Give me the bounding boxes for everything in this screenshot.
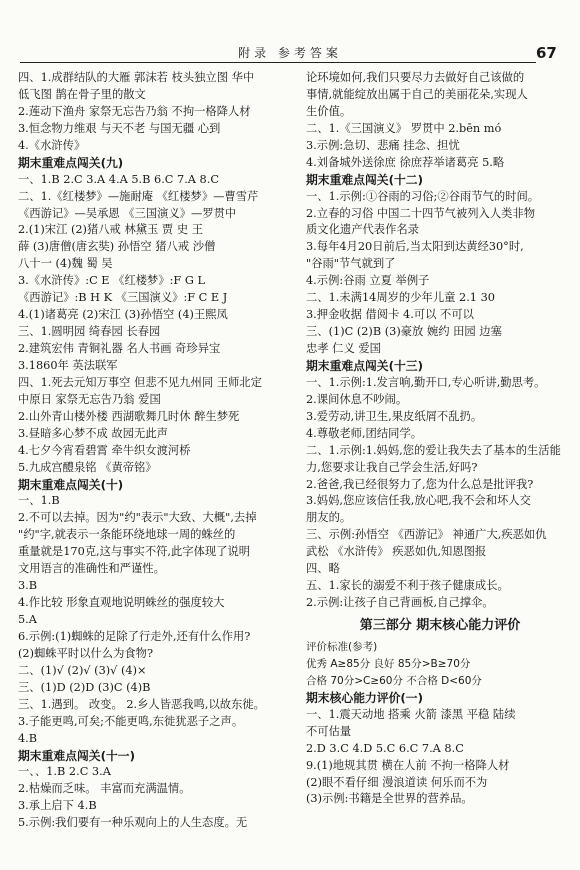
answer-line: 朋友的。: [306, 511, 352, 525]
answer-line: 3.恒念物力维艰 与天不老 与国无疆 心到: [18, 121, 221, 135]
answer-line: 《西游记》:B H K 《三国演义》:F C E J: [18, 291, 228, 305]
answer-line: 武松 《水浒传》 疾恶如仇,知恩图报: [306, 545, 487, 559]
page-header: [0, 0, 580, 70]
answer-line: "约"字,就表示一条能环绕地球一周的蛛丝的: [18, 528, 236, 542]
answer-line: 2.爸爸,我已经很努力了,您为什么总是批评我?: [306, 477, 534, 491]
answer-line: 3.B: [18, 579, 38, 593]
answer-line: 质文化遗产代表作名录: [306, 223, 419, 237]
answer-line: 力,您要求让我自己学会生活,好吗?: [306, 460, 478, 474]
answer-line: 一、1.震天动地 搭乘 火箭 漆黑 平稳 陆续: [306, 707, 516, 721]
answer-line: 4.示例:谷雨 立夏 举例子: [306, 274, 430, 288]
answer-line: 9.(1)地规其贯 横在人前 不拘一格降人材: [306, 758, 510, 772]
page-number: 67: [536, 44, 557, 62]
answer-line: (2)蜘蛛平时以什么为食物?: [18, 646, 154, 660]
answer-line: 2.示例:让孩子自己背画板,自己撑伞。: [306, 596, 494, 610]
answer-line: 5.九成宫醴泉铭 《黄帝铭》: [18, 460, 157, 474]
answer-line: 2.不可以去掉。因为"约"表示"大致、大概",去掉: [18, 511, 257, 525]
answer-line: 2.课间休息不吵闹。: [306, 392, 408, 406]
answer-line: 重量就是170克,这与事实不符,此字体现了说明: [18, 545, 251, 559]
answer-line: 薛 (3)唐僧(唐玄奘) 孙悟空 猪八戒 沙僧: [18, 240, 216, 254]
answer-line: (2)眼不看仔细 漫浪道读 何乐而不为: [306, 775, 488, 789]
answer-line: 忠孝 仁义 爱国: [306, 342, 381, 355]
answer-line: 事情,就能绽放出属于自己的美丽花朵,实现人: [306, 87, 528, 101]
answer-line: 3.爱劳动,讲卫生,果皮纸屑不乱扔。: [306, 409, 483, 423]
section-heading: 期末重难点闯关(十): [18, 477, 124, 492]
answer-line: 2.莲动下渔舟 家祭无忘告乃翁 不拘一格降人材: [18, 104, 251, 118]
answer-line: 八十一 (4)魏 蜀 吴: [18, 257, 113, 271]
answer-line: 三、示例:孙悟空 《西游记》 神通广大,疾恶如仇: [306, 528, 547, 542]
answer-line: 四、略: [306, 562, 340, 576]
left-answer-column: [18, 70, 286, 832]
answer-line: 论环境如何,我们只要尽力去做好自己该做的: [306, 71, 525, 84]
answer-line: 4.刘备城外送徐庶 徐庶荐举诸葛亮 5.略: [306, 155, 505, 169]
answer-line: 一、1.示例:1.发言响,勤开口,专心听讲,勤思考。: [306, 375, 546, 389]
answer-line: 2.(1)宋江 (2)猪八戒 林黛玉 贾 史 王: [18, 223, 204, 237]
answer-line: 5.A: [18, 613, 37, 626]
answer-line: 不可估量: [306, 724, 352, 738]
answer-line: 3.妈妈,您应该信任我,放心吧,我不会和坏人交: [306, 494, 531, 508]
answer-line: 二、1.《三国演义》 罗贯中 2.bēn mó: [306, 121, 502, 135]
answer-line: 2.枯燥而乏味。 丰富而充满温情。: [18, 782, 191, 796]
answer-line: (3)示例:书籍是全世界的营养品。: [306, 792, 473, 806]
answer-line: 二、1.《红楼梦》—施耐庵 《红楼梦》—曹雪芹: [18, 189, 259, 203]
answer-line: 三、1.圆明园 绮春园 长春园: [18, 325, 161, 339]
answer-line: 5.示例:我们要有一种乐观向上的人生态度。无: [18, 816, 248, 830]
answer-line: 4.七夕今宵看碧霄 牵牛织女渡河桥: [18, 443, 191, 457]
right-answer-column: [306, 70, 574, 808]
answer-line: 二、(1)√ (2)√ (3)√ (4)×: [18, 663, 147, 677]
answer-line: 3.昼暗多心梦不成 故园无此声: [18, 426, 168, 440]
answer-line: 一、1.B 2.C 3.A 4.A 5.B 6.C 7.A 8.C: [18, 172, 219, 186]
section-heading: 期末重难点闯关(十三): [306, 358, 423, 373]
answer-line: 3.《水浒传》:C E 《红楼梦》:F G L: [18, 274, 205, 288]
answer-line: 3.1860年 英法联军: [18, 358, 118, 372]
answer-line: 生价值。: [306, 104, 352, 118]
answer-line: 三、1.遇到。 改变。 2.乡人皆恶我鸣,以故东徙。: [18, 697, 265, 711]
section-heading: 期末重难点闯关(九): [18, 155, 124, 170]
grading-criteria-line: 优秀 A≥85分 良好 85分>B≥70分: [306, 657, 471, 670]
answer-line: 3.每年4月20日前后,当太阳到达黄经30°时,: [306, 240, 524, 254]
answer-line: 2.建筑宏伟 青铜礼器 名人书画 奇珍异宝: [18, 342, 221, 355]
answer-line: 二、1.未满14周岁的少年儿童 2.1 30: [306, 291, 495, 305]
answer-line: 3.承上启下 4.B: [18, 799, 97, 813]
answer-line: 文用语言的准确性和严谨性。: [18, 562, 165, 576]
running-title: 附录 参考答案: [238, 46, 342, 60]
answer-line: 五、1.家长的溺爱不利于孩子健康成长。: [306, 579, 509, 593]
answer-line: 三、(1)D (2)D (3)C (4)B: [18, 680, 151, 694]
section-heading: 期末核心能力评价(一): [306, 690, 423, 705]
answer-line: 4.B: [18, 731, 38, 745]
answer-line: 3.子能更鸣,可矣;不能更鸣,东徙犹恶子之声。: [18, 714, 244, 728]
part-heading: 第三部分 期末核心能力评价: [359, 618, 521, 633]
grading-criteria-line: 合格 70分>C≥60分 不合格 D<60分: [306, 674, 482, 687]
answer-line: 二、1.示例:1.妈妈,您的爱让我失去了基本的生活能: [306, 443, 561, 457]
answer-line: 3.示例:急切、悲痛 挂念、担忧: [306, 138, 460, 152]
answer-line: 4.(1)诸葛亮 (2)宋江 (3)孙悟空 (4)王熙凤: [18, 308, 228, 322]
answer-line: 四、1.死去元知万事空 但悲不见九州同 王师北定: [18, 375, 262, 389]
grading-criteria-line: 评价标准(参考): [306, 641, 378, 653]
answer-line: 一、、1.B 2.C 3.A: [18, 765, 111, 779]
answer-line: 一、1.B: [18, 494, 60, 508]
answer-line: 2.山外青山楼外楼 西湖歌舞几时休 醉生梦死: [18, 409, 240, 423]
answer-line: 4.作比较 形象直观地说明蛛丝的强度较大: [18, 596, 225, 610]
answer-line: 2.立春的习俗 中国二十四节气被列入人类非物: [306, 206, 536, 220]
answer-line: 四、1.成群结队的大雁 郭沫若 枝头独立图 华中: [18, 71, 255, 84]
answer-line: "谷雨"节气就到了: [306, 257, 396, 271]
answer-line: 6.示例:(1)蜘蛛的足除了行走外,还有什么作用?: [18, 629, 251, 643]
answer-line: 3.押金收据 借阅卡 4.可以 不可以: [306, 308, 474, 322]
answer-line: 中原日 家祭无忘告乃翁 爱国: [18, 392, 161, 406]
answer-line: 《西游记》—吴承恩 《三国演义》—罗贯中: [18, 206, 237, 220]
answer-line: 三、(1)C (2)B (3)豪放 婉约 田园 边塞: [306, 325, 502, 339]
answer-line: 一、1.示例:①谷雨的习俗;②谷雨节气的时间。: [306, 189, 540, 203]
section-heading: 期末重难点闯关(十二): [306, 172, 423, 187]
answer-line: 4.尊敬老师,团结同学。: [306, 426, 423, 440]
header-rule: [20, 62, 536, 63]
answer-line: 2.D 3.C 4.D 5.C 6.C 7.A 8.C: [306, 741, 464, 755]
answer-line: 4.《水浒传》: [18, 138, 86, 152]
section-heading: 期末重难点闯关(十一): [18, 748, 135, 763]
answer-line: 低飞图 鹊在骨子里的散文: [18, 87, 146, 101]
